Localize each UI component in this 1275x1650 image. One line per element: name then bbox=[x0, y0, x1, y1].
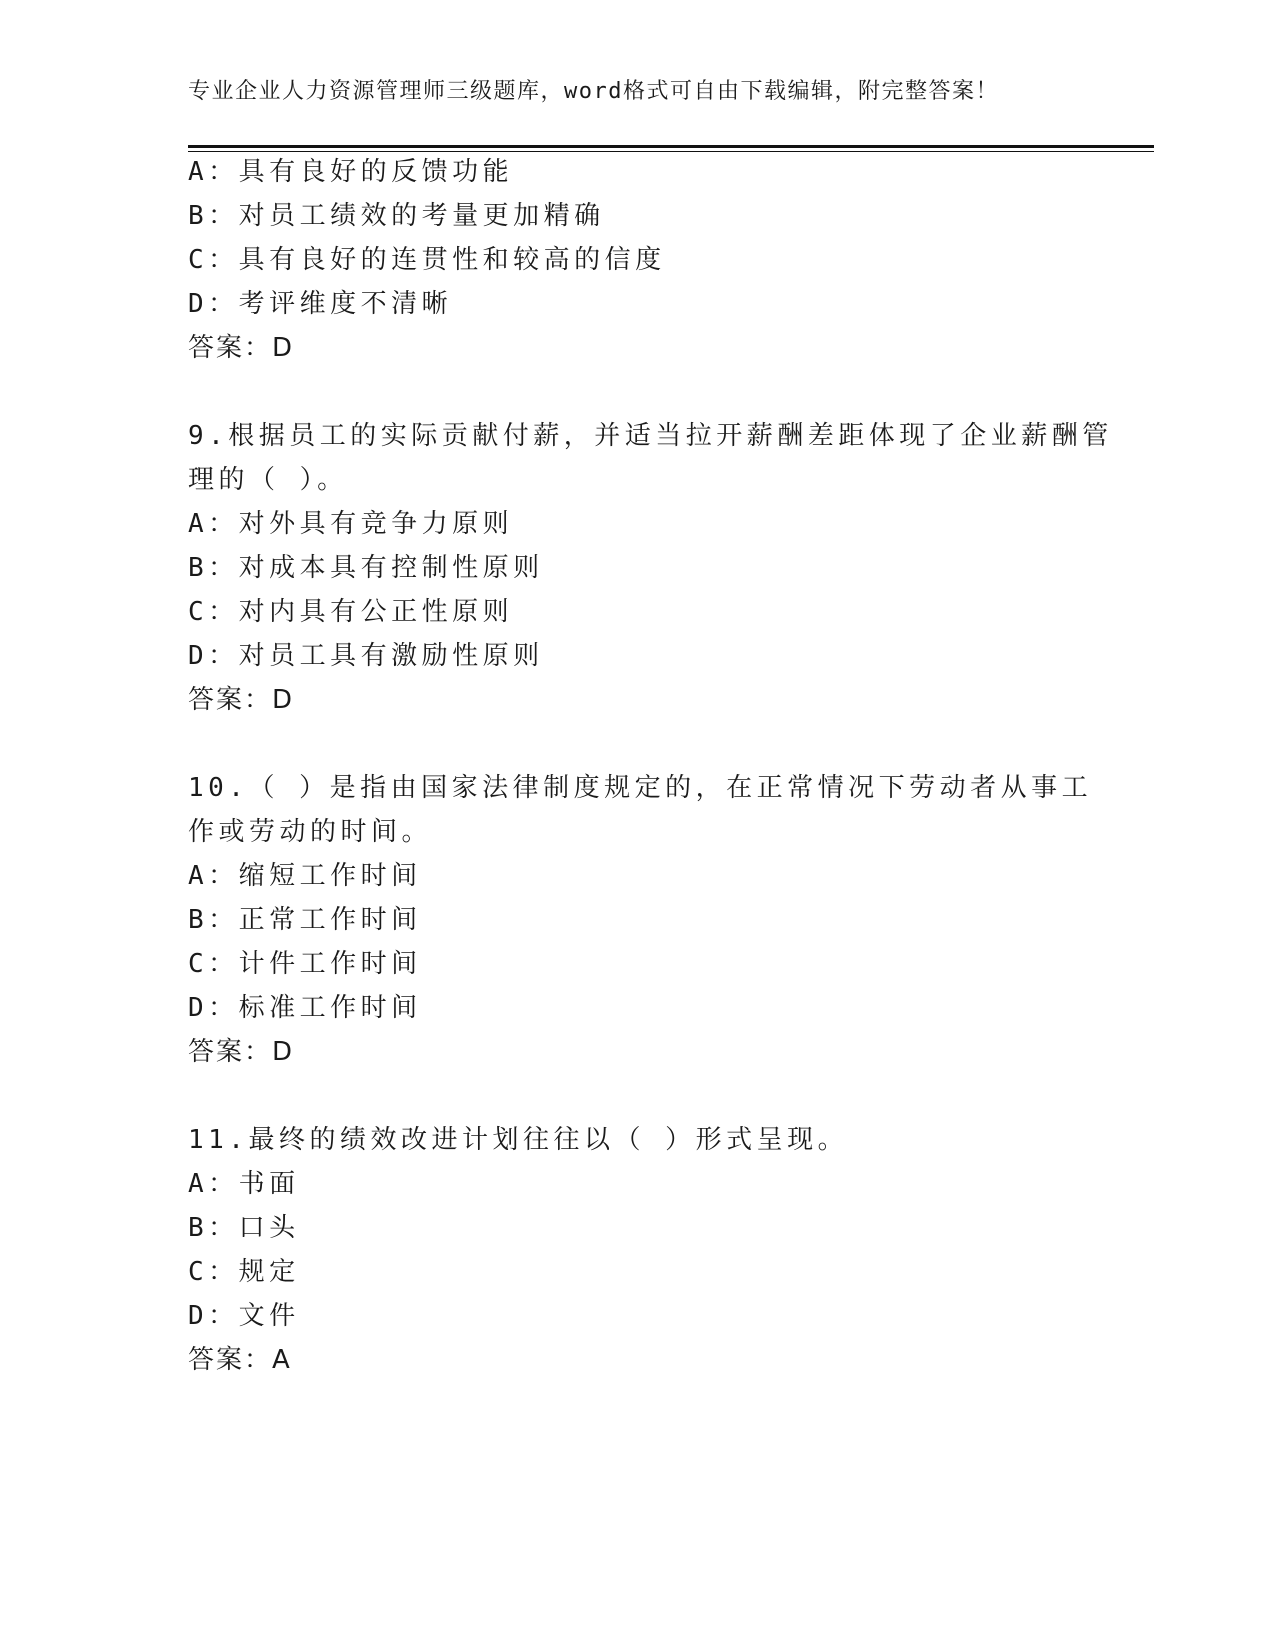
answer: 答案：A bbox=[188, 1345, 292, 1375]
option-d: D：文件 bbox=[188, 1301, 300, 1331]
option-b: B：正常工作时间 bbox=[188, 905, 422, 935]
option-d: D：对员工具有激励性原则 bbox=[188, 641, 544, 671]
option-a: A：具有良好的反馈功能 bbox=[188, 157, 514, 187]
question-stem-cont: 作或劳动的时间。 bbox=[188, 817, 433, 847]
option-d: D：标准工作时间 bbox=[188, 993, 422, 1023]
option-a: A：对外具有竞争力原则 bbox=[188, 509, 514, 539]
question-stem: 9.根据员工的实际贡献付薪，并适当拉开薪酬差距体现了企业薪酬管 bbox=[188, 421, 1113, 451]
question-stem: 11.最终的绩效改进计划往往以（ ）形式呈现。 bbox=[188, 1125, 849, 1155]
option-a: A：缩短工作时间 bbox=[188, 861, 422, 891]
option-b: B：口头 bbox=[188, 1213, 300, 1243]
page-header: 专业企业人力资源管理师三级题库，word格式可自由下载编辑，附完整答案！ bbox=[188, 79, 999, 104]
option-c: C：规定 bbox=[188, 1257, 300, 1287]
option-c: C：对内具有公正性原则 bbox=[188, 597, 514, 627]
option-b: B：对成本具有控制性原则 bbox=[188, 553, 544, 583]
option-c: C：计件工作时间 bbox=[188, 949, 422, 979]
option-d: D：考评维度不清晰 bbox=[188, 289, 453, 319]
answer: 答案：D bbox=[188, 1037, 295, 1067]
question-stem: 10.（ ）是指由国家法律制度规定的，在正常情况下劳动者从事工 bbox=[188, 773, 1093, 803]
answer: 答案：D bbox=[188, 685, 295, 715]
option-c: C：具有良好的连贯性和较高的信度 bbox=[188, 245, 666, 275]
answer: 答案：D bbox=[188, 333, 295, 363]
option-b: B：对员工绩效的考量更加精确 bbox=[188, 201, 605, 231]
question-stem-cont: 理的（ ）。 bbox=[188, 465, 348, 495]
header-rule-thin bbox=[188, 151, 1154, 152]
header-rule-thick bbox=[188, 145, 1154, 148]
option-a: A：书面 bbox=[188, 1169, 300, 1199]
